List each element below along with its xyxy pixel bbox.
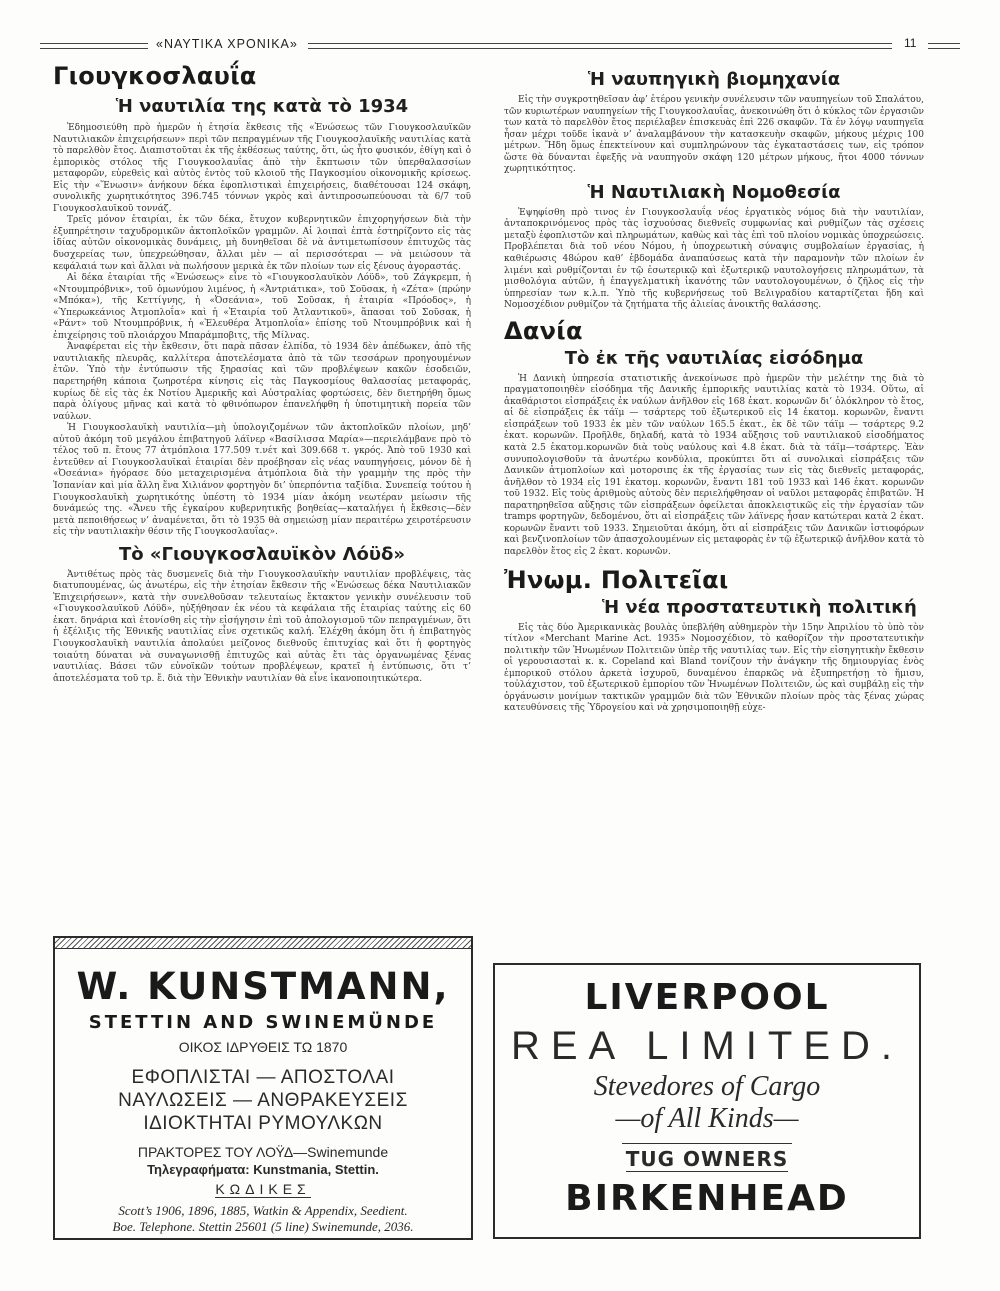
paragraph: Ἀναφέρεται εἰς τὴν ἔκθεσιν, ὅτι παρὰ πᾶσαν ἐλπίδα, τὸ 1934 δὲν ἀπέδωκεν, ἀπὸ τῆς ναυτιλιακῆς πλευρᾶς, καλλίτερα ἀποτελέσματα ἀπὸ τὰ τῶν τεσσάρων προηγουμένων ἐτῶν. Ὑπὸ τὴν ἐντύπωσιν τῆς ξηρασίας καὶ τῶν προβλέψεων κακῶν ἐσοδειῶν, παρετηρήθη κάποια ζωηροτέρα κίνησις εἰς τὰς Παγκοσμίους θαλασσίας μεταφοράς, κυρίως δὲ εἰς τὰς ἐκ Νοτίου Ἀμερικῆς καὶ Αὐστραλίας φορτώσεις, δὲν διετηρήθη ὅμως παρὰ ὀλίγους μῆνας καὶ κατὰ τὸ φθινόπωρον ἐπανελήφθη ἡ ὑποτιμητικὴ πορεία τῶν ναύλων.: [53, 342, 471, 422]
header-rule-left: [40, 43, 148, 49]
heading-denmark: Δανία: [504, 316, 583, 345]
right-column: [504, 62, 924, 715]
subheading-lloyd: Τὸ «Γιουγκοσλαυϊκὸν Λόϋδ»: [118, 543, 406, 565]
ad-telegraph: Τηλεγραφήματα: Kunstmania, Stettin.: [147, 1162, 379, 1177]
ad-codes-label: [55, 1180, 471, 1198]
paragraph: Εἰς τὴν συγκροτηθεῖσαν ἀφ’ ἑτέρου γενικὴν συνέλευσιν τῶν ναυπηγείων τοῦ Σπαλάτου, τῶν κυριωτέρων ναυπηγείων τῆς Γιουγκοσλαυΐας, ἀνεκοινώθη ὅτι ὁ κύκλος τῶν ἐργασιῶν των κατὰ τὸ παρελθὸν ἔτος περιέλαβεν ἐπισκευὰς ἐπὶ 226 σκαφῶν. Τὰ ἐν λόγῳ ναυπηγεῖα ἦσαν μέχρι τοῦδε ἱκανὰ ν’ ἀναλαμβάνουν τὴν κατασκευὴν σκαφῶν, μήκους μέχρις 100 μέτρων. Ἤδη ὅμως ἐπεκτείνουν καὶ συμπληρώνουν τὰς ἐγκαταστάσεις των, εἰς τρόπον ὥστε θὰ δύνανται ἐφεξῆς νὰ ναυπηγοῦν σκάφη 120 μέτρων μήκους, ἤτοι 4000 τόννων χωρητικότητος.: [504, 95, 924, 175]
ad-tagline: —of All Kinds—: [615, 1103, 799, 1134]
header-rule-middle: [308, 43, 892, 49]
ad-service-line: ΙΔΙΟΚΤΗΤΑΙ ΡΥΜΟΥΛΚΩΝ: [143, 1113, 383, 1134]
advertisement-kunstmann: [53, 936, 473, 1240]
ad-location: BIRKENHEAD: [565, 1178, 849, 1219]
subheading-income: Τὸ ἐκ τῆς ναυτιλίας εἰσόδημα: [564, 347, 864, 369]
ad-codes-label-text: ΚΩΔΙΚΕΣ: [215, 1181, 311, 1197]
running-header: [40, 36, 960, 54]
left-column: [53, 62, 471, 685]
page-number: 11: [904, 36, 917, 50]
ad-divider: [622, 1143, 792, 1144]
ad-cities: STETTIN AND SWINEMÜNDE: [88, 1012, 438, 1033]
ad-codes-list: Scott’s 1906, 1896, 1885, Watkin & Appendix, Seedient.: [118, 1203, 408, 1218]
header-title: «ΝΑΥΤΙΚΑ ΧΡΟΝΙΚΑ»: [156, 37, 298, 51]
paragraph: Ἡ Γιουγκοσλαυϊκὴ ναυτιλία—μὴ ὑπολογιζομένων τῶν ἀκτοπλοϊκῶν πλοίων, μηδ’ αὐτοῦ ἀκόμη τοῦ μεγάλου ἐπιβατηγοῦ λάϊνερ «Βασίλισσα Μαρία»—περιελάμβανε πρὸ τὸ τέλος τοῦ π. ἔτους 77 ἀτμόπλοια 177.509 τ.νέτ καὶ 309.668 τ. γκρός. Ἀπὸ τοῦ 1930 καὶ ἐντεῦθεν αἱ Γιουγκοσλαυϊκαὶ ἑταιρίαι δὲν προέβησαν εἰς νέας ναυπηγήσεις, μόνον δὲ ἡ «Ὀσεάνια» ἠγόρασε δύο μεταχειρισμένα ἀτμόπλοια διὰ τὴν γραμμὴν της πρὸς τὴν Ἱσπανίαν καὶ μία ἄλλη ἕνα Χιλιάνον φορτηγὸν δι’ ὑπερπόντια ταξίδια. Συνεπείᾳ τούτου ἡ Γιουγκοσλαυϊκὴ χωρητικότης ὑπέστη τὸ 1934 μίαν ἀκόμη νεωτέραν μείωσιν τῆς δυνάμεώς της. «Ἄνευ τῆς ἐγκαίρου κυβερνητικῆς βοηθείας—καταλήγει ἡ ἔκθεσις—δὲν μετὰ πεποιθήσεως ν’ ἀναμένεται, ὅτι τὸ 1935 θὰ σημειώσῃ μίαν περαιτέρω χειροτέρευσιν εἰς τὴν ναυτιλιακὴν θέσιν τῆς Γιουγκοσλαυΐας».: [53, 423, 471, 538]
paragraph: Ἐψηφίσθη πρὸ τινος ἐν Γιουγκοσλαυΐᾳ νέος ἐργατικὸς νόμος διὰ τὴν ναυτιλίαν, ἀνταποκρινόμενος πρὸς τὰς ἰσχυούσας διεθνεῖς συμφωνίας καὶ ρυθμίζων τὰς σχέσεις μεταξὺ ἐφοπλιστῶν καὶ πληρωμάτων, καθὼς καὶ τὰς ἐπὶ τοῦ πλοίου νομικὰς ὑποχρεώσεις. Προβλέπεται διὰ τοῦ νέου Νόμου, ἡ ὑποχρεωτικὴ σύναψις συμβολαίων ἐργασίας, ἡ καθιέρωσις 48ώρου καθ’ ἑβδομάδα ἀναπαύσεως κατὰ τὴν παραμονὴν τῶν πλοίων ἐν λιμένι καὶ ρυθμίζονται ἐν τῷ ἐσωτερικῷ καὶ ἐξωτερικῷ ναυτολογήσεις πληρωμάτων, τὰ μισθολόγια αὐτῶν, ἡ ἐπαγγελματικὴ ἱκανότης τῶν ναυτολογουμένων, ὁ ζῆλος εἰς τὴν ὑπηρεσίαν των κ.λ.π. Ὑπὸ τῆς κυβερνήσεως τοῦ Βελιγραδίου καταρτίζεται ἤδη καὶ Νομοσχέδιον ρυθμίζον τὰ ζητήματα τῆς ἁλιείας ἀνοικτῆς θαλάσσης.: [504, 207, 924, 311]
hatched-border: [55, 938, 471, 949]
paragraph: Εἰς τὰς δύο Ἀμερικανικὰς βουλὰς ὑπεβλήθη αὐθημερὸν τὴν 15ην Ἀπριλίου τὸ ὑπὸ τὸν τίτλον «Merchant Marine Act. 1935» Νομοσχέδιον, τὸ καθορίζον τὴν προστατευτικὴν πολιτικὴν τῶν Ἡνωμένων Πολιτειῶν ὑπὲρ τῆς ναυτιλίας των. Εἰς τὴν εἰσηγητικὴν ἔκθεσιν οἱ γερουσιασταὶ κ. κ. Copeland καὶ Bland τονίζουν τὴν ἀνάγκην τῆς δημιουργίας ἑνὸς ἐμπορικοῦ στόλου ἀρκετὰ ἰσχυροῦ, δυναμένου ἐπαρκῶς νὰ ἐξυπηρετήσῃ τὸ ἥμισυ, τοὐλάχιστον, τοῦ ἐξωτερικοῦ ἐμπορίου τῶν Ἡνωμένων Πολιτειῶν, ὡς καὶ συμβάλῃ εἰς τὴν ὀργάνωσιν μονίμων τακτικῶν γραμμῶν διὰ τῶν Ἐθνικῶν πλοίων πρὸς τὰς ξένας χώρας κατευθύνσεις τῆς Ὑδρογείου καὶ νὰ χρησιμοποιηθῇ εὐχε-: [504, 622, 924, 714]
ad-telephone: Boe. Telephone. Stettin 25601 (5 line) Swinemunde, 2036.: [112, 1219, 414, 1234]
ad-tug-owners-text: TUG OWNERS: [625, 1147, 789, 1171]
advertisement-body: [495, 965, 919, 1237]
header-rule-right: [928, 43, 960, 49]
ad-tagline: Stevedores of Cargo: [593, 1071, 821, 1102]
paragraph: Τρεῖς μόνον ἑταιρίαι, ἐκ τῶν δέκα, ἔτυχον κυβερνητικῶν ἐπιχορηγήσεων διὰ τὴν ἐξυπηρέτησιν ταχυδρομικῶν ἀκτοπλοϊκῶν γραμμῶν. Αἱ λοιπαὶ ἑπτὰ ἐστηρίζοντο εἰς τὰς ἰδίας αὐτῶν οἰκονομικὰς δυνάμεις, μὴ δυνηθεῖσαι δὲ νὰ ἀντιμετωπίσουν ἐπιτυχῶς τὰς δυσχερείας των, ὑπεχρεώθησαν, ἄλλαι μὲν — αἱ περισσότεραι — νὰ μειώσουν τὰ κεφάλαιά των καὶ ἄλλαι νὰ πωλήσουν μερικὰ ἐκ τῶν πλοίων των εἰς ξένους ἀγοραστάς.: [53, 215, 471, 272]
advertisement-body: [55, 950, 471, 1238]
subheading-shipping-1934: Ἡ ναυτιλία της κατὰ τὸ 1934: [115, 96, 409, 117]
ad-company: REA LIMITED.: [510, 1024, 904, 1068]
paragraph: Ἀντιθέτως πρὸς τὰς δυσμενεῖς διὰ τὴν Γιουγκοσλαυϊκὴν ναυτιλίαν προβλέψεις, τὰς διατυπουμένας, ὡς ἀνωτέρω, εἰς τὴν ἐτησίαν ἔκθεσιν τῆς «Ἑνώσεως δέκα Ναυτιλιακῶν Ἐπιχειρήσεων», κατὰ τὴν συνελθοῦσαν τελευταίως ἔκτακτον γενικὴν συνέλευσιν τοῦ «Γιουγκοσλαυϊκοῦ Λόϋδ», ηὐξήθησαν ἐκ νέου τὰ κεφάλαια τῆς ἑταιρίας ταύτης εἰς 60 ἑκατ. δηνάρια καὶ ἐτονίσθη εἰς τὴν εἰσήγησιν ἐπὶ τοῦ ἀπολογισμοῦ τῶν πεπραγμένων, ὅτι ἡ ἐξέλιξις τῆς Ἐθνικῆς ναυτιλίας εἶνε σχετικῶς καλή. Ἐλέχθη ἀκόμη ὅτι ἡ ἐπιβατηγὸς Γιουγκοσλαυϊκὴ ναυτιλία ἀπολαύει μείζονος διεθνοῦς ἐπιτυχίας καὶ ὅτι ἡ φορτηγὸς τοιαύτη δύναται νὰ συναγωνισθῇ ἐπιτυχῶς καὶ αὐτὰς ἔτι τὰς ὀργανωμένας ξένας ναυτιλίας. Βάσει τῶν εὐνοϊκῶν τούτων προβλέψεων, κρατεῖ ἡ ἐντύπωσις, ὅτι τ’ ἀποτελέσματα τοῦ τρ. ἔ. διὰ τὴν Ἐθνικὴν ναυτιλίαν θὰ εἶνε ἱκανοποιητικώτερα.: [53, 569, 471, 684]
ad-established: ΟΙΚΟΣ ΙΔΡΥΘΕΙΣ ΤΩ 1870: [178, 1039, 348, 1055]
ad-tug-owners: [495, 1147, 919, 1171]
heading-usa: Ἠνωμ. Πολιτεῖαι: [504, 565, 729, 594]
paragraph: Ἡ Δανικὴ ὑπηρεσία στατιστικῆς ἀνεκοίνωσε πρὸ ἡμερῶν τὴν μελέτην της διὰ τὸ πραγματοποιηθὲν εἰσόδημα τῆς Δανικῆς ἐμπορικῆς ναυτιλίας κατὰ τὸ 1934. Οὕτω, αἱ ἀκαθάριστοι εἰσπράξεις ἐκ ναύλων ἀνῆλθον εἰς 168 ἑκατ. κορωνῶν δι’ ὁλόκληρον τὸ ἔτος, αἱ δὲ εἰσπράξεις ἐκ τάϊμ — τσάρτερς τοῦ ἐξωτερικοῦ εἰς 14 ἑκατομ. κορωνῶν, ἔναντι εἰσπράξεων τοῦ 1933 ἐκ μὲν τῶν ναύλων 165.5 ἑκατ., ἐκ δὲ τῶν τάϊμ — τσάρτερς 9.2 ἑκατ. κορωνῶν. Προῆλθε, δηλαδή, κατὰ τὸ 1934 αὔξησις τοῦ ναυτιλιακοῦ εἰσοδήματος κατὰ 2.5 ἑκατομ.κορωνῶν διὰ τοὺς ναύλους καὶ 4.8 ἑκατ. διὰ τὰ τάϊμ—τσάρτερς. Ἐὰν συνυπολογισθοῦν τὰ ἀνωτέρω κονδύλια, προκύπτει ὅτι αἱ συνολικαὶ εἰσπράξεις τῶν Δανικῶν ἀτμοπλοίων καὶ μοτορσιπς ἐκ τῆς ἐργασίας των εἰς τὰς διεθνεῖς μεταφοράς, ἀνῆλθον τὸ 1934 εἰς 191 ἑκατομ. κορωνῶν, ἔναντι 181 τοῦ 1933 καὶ 146 ἑκατ. κορωνῶν τοῦ 1932. Εἰς τοὺς ἀριθμοὺς αὐτοὺς δὲν περιελήφθησαν οἱ ναῦλοι μεταφορᾶς ἐπιβατῶν. Ἡ παρατηρηθεῖσα αὔξησις τῶν εἰσπράξεων ὀφείλεται ἀποκλειστικῶς εἰς τὴν ἐργασίαν τῶν tramps φορτηγῶν, δεδομένου, ὅτι αἱ εἰσπράξεις τῶν λάϊνερς ἦσαν κατώτεραι κατὰ 2 ἑκατ. κορωνῶν ἔναντι τοῦ 1933. Σημειοῦται ἀκόμη, ὅτι αἱ εἰσπράξεις τῶν Δανικῶν ἱστιοφόρων καὶ βενζινοπλοίων τῶν ἀπασχολουμένων εἰς μεταφορὰς ἐν τῷ ἐξωτερικῷ ἀνῆλθον κατὰ τὸ παρελθὸν ἔτος εἰς 2 ἑκατ. κορωνῶν.: [504, 373, 924, 557]
ad-service-line: ΝΑΥΛΩΣΕΙΣ — ΑΝΘΡΑΚΕΥΣΕΙΣ: [118, 1090, 408, 1111]
paragraph: Ἐδημοσιεύθη πρὸ ἡμερῶν ἡ ἐτησία ἔκθεσις τῆς «Ἑνώσεως τῶν Γιουγκοσλαυϊκῶν Ναυτιλιακῶν ἐπιχειρήσεων» περὶ τῶν πεπραγμένων τῆς Γιουγκοσλαυϊκῆς ναυτιλίας κατὰ τὸ παρελθὸν ἔτος. Διαπιστοῦται ἐκ τῆς ἐκθέσεως ταύτης, ὅτι, ὡς ἦτο φυσικόν, ἐθίγη καὶ ὁ ἐμπορικὸς στόλος τῆς Γιουγκοσλαυΐας ἀπὸ τὴν ἔκπτωσιν τῶν ὑπερθαλασσίων μεταφορῶν, εὑρεθεὶς καὶ αὐτὸς ἐντὸς τοῦ κλοιοῦ τῆς Παγκοσμίου οἰκονομικῆς κρίσεως. Εἰς τὴν «Ἕνωσιν» ἀνήκουν δέκα ἐφοπλιστικαὶ ἐπιχειρήσεις, διαθέτουσαι 124 σκάφη, συνολικῆς χωρητικότητος 396.745 τόννων γκρὸς καὶ ἀντιπροσωπεύουσαι τὰ 6/7 τοῦ Γιουγκοσλαυϊκοῦ τοννάζ.: [53, 123, 471, 214]
ad-city: LIVERPOOL: [584, 977, 830, 1018]
ad-agents: ΠΡΑΚΤΟΡΕΣ ΤΟΥ ΛΟΫΔ—Swinemunde: [137, 1144, 389, 1160]
ad-service-line: ΕΦΟΠΛΙΣΤΑΙ — ΑΠΟΣΤΟΛΑΙ: [131, 1067, 395, 1088]
heading-yugoslavia: Γιουγκοσλαυΐα: [53, 62, 257, 90]
ad-brand: W. KUNSTMANN,: [76, 965, 450, 1008]
subheading-shipbuilding: Ἡ ναυπηγικὴ βιομηχανία: [587, 69, 841, 90]
advertisement-liverpool: [493, 963, 921, 1239]
paragraph: Αἱ δέκα ἑταιρίαι τῆς «Ἑνώσεως» εἶνε τὸ «Γιουγκοσλαυϊκὸν Λόϋδ», τοῦ Ζάγκρεμπ, ἡ «Ντουμπρόβνικ», τοῦ ὁμωνύμου λιμένος, ἡ «Ἀντριάτικα», τοῦ Σοῦσακ, ἡ «Ζέτα» (πρώην «Μπόκα»), τῆς Κεττίγνης, ἡ «Ὀσεάνια», τοῦ Σοῦσακ, ἡ ἑταιρία «Πρόοδος», ἡ «Ὑπερωκεάνιος Ἀτμοπλοΐα» καὶ ἡ «Ἑταιρία τοῦ Ἀτλαντικοῦ», ἅπασαι τοῦ Σοῦσακ, ἡ «Ράντ» τοῦ Ντουμπρόβνικ, ἡ «Ἐλευθέρα Ἀτμοπλοΐα» ἐπίσης τοῦ Ντουμπρόβνικ καὶ ἡ ἐπιχείρησις τοῦ πλοιάρχου Μπαράμποβιτς, τῆς Μίλνας.: [53, 273, 471, 341]
subheading-legislation: Ἡ Ναυτιλιακὴ Νομοθεσία: [587, 181, 841, 203]
subheading-protectionist-policy: Ἡ νέα προστατευτικὴ πολιτική: [602, 596, 917, 618]
